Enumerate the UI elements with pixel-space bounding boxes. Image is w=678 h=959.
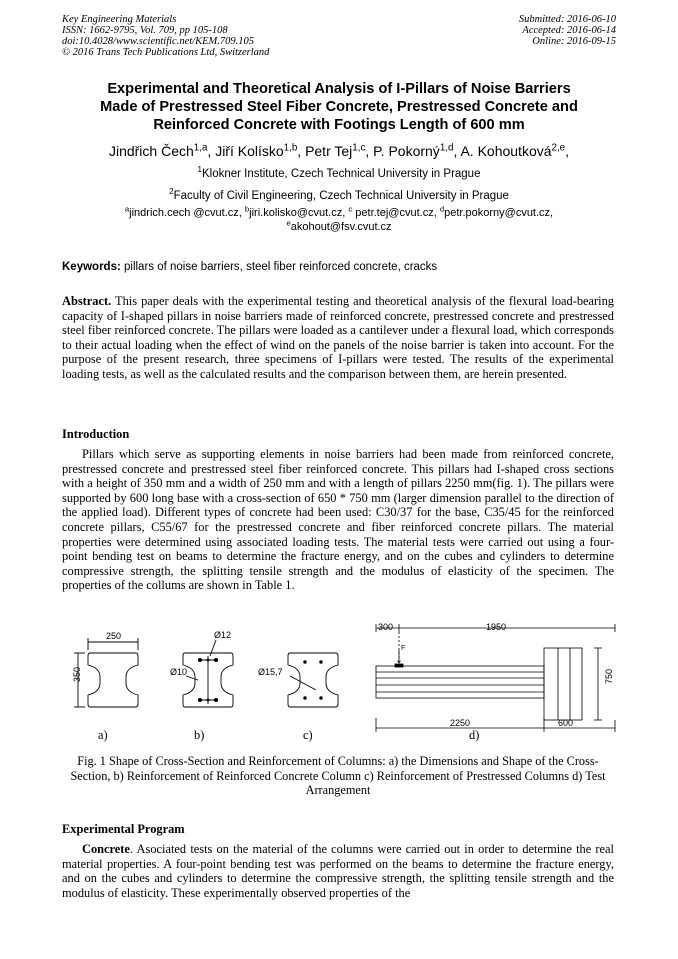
test-arrangement (376, 624, 615, 732)
cross-section-a (74, 638, 138, 707)
author: Jiří Kolísko$^{1,b}$ (215, 142, 298, 159)
dim-750: 750 (604, 668, 614, 684)
concrete-lead: Concrete (82, 842, 130, 856)
abstract-label: Abstract. (62, 294, 112, 308)
email[interactable]: $^b$jiri.kolisko@cvut.cz, (244, 204, 346, 219)
submitted-date: Submitted: 2016-06-10 (518, 14, 616, 25)
experimental-text (62, 842, 614, 900)
sublabel-b: b) (194, 728, 205, 742)
issn: ISSN: 1662-9795, Vol. 709, pp 105-108 (62, 25, 228, 36)
keywords (62, 261, 437, 273)
introduction-text: Pillars which serve as supporting elements in noise barriers had been made from reinforced concrete, prestressed concrete and prestressed steel fiber reinforced concrete. This pillars had I-shaped cross sections with a height of 350 mm and a width of 250 mm and with a length of pillars 2250 mm(fig. 1). The pillars were supported by 600 long base with a cross-section of 650 * 750 mm (larger dimension parallel to the direction of the applied load). Different types of concrete had been used: C30/37 for the base, C35/45 for the reinforced concrete pillars, C55/67 for the prestressed concrete and fiber reinforced concrete pillars. The material properties were determined using associated loading tests. The material tests were carried out using a four-point bending test on beams to determine the fracture energy, and on the cubes and cylinders to determine compressive strength, the splitting tensile strength and the modulus of elasticity of the specimen. The properties of the collums are shown in Table 1. (62, 447, 614, 593)
header-left (62, 14, 269, 58)
title-line: Reinforced Concrete with Footings Length of 600 mm (153, 117, 525, 133)
sublabel-c: c) (303, 728, 313, 742)
dim-250: 250 (106, 631, 122, 641)
email[interactable]: $^e$akohout@fsv.cvut.cz (286, 217, 392, 233)
keywords-text: pillars of noise barriers, steel fiber reinforced concrete, cracks (124, 261, 438, 273)
sublabel-d: d) (469, 728, 480, 742)
email[interactable]: $^d$petr.pokorny@cvut.cz, (439, 204, 554, 219)
dim-d12: Ø12 (214, 630, 232, 640)
dim-d10: Ø10 (170, 667, 188, 677)
title-line: Made of Prestressed Steel Fiber Concrete, Prestressed Concrete and (100, 99, 578, 115)
experimental-heading: Experimental Program (62, 822, 185, 836)
experimental-body: . Asociated tests on the material of the columns were carried out in order to determine the real material properties. A four-point bending test was performed on the beams to determine the fracture energy, and on the cubes and cylinders to determine the compressive strength, the splitting tensile strength and the modulus of elasticity. These experimentally observed properties of the (62, 842, 614, 900)
dim-350: 350 (72, 666, 82, 682)
dim-2250: 2250 (450, 718, 471, 728)
author: A. Kohoutková$^{2,e}$ (460, 142, 566, 159)
cross-section-c (288, 653, 338, 707)
abstract (62, 294, 614, 382)
copyright: © 2016 Trans Tech Publications Ltd, Switzerland (62, 47, 270, 58)
accepted-date: Accepted: 2016-06-14 (522, 25, 616, 36)
load-f: F (401, 645, 406, 652)
online-date: Online: 2016-09-15 (532, 36, 616, 47)
keywords-label: Keywords: (62, 261, 121, 273)
author: P. Pokorný$^{1,d}$ (373, 142, 454, 159)
abstract-text: This paper deals with the experimental testing and theoretical analysis of the flexural load-bearing capacity of I-shaped pillars in noise barriers made of reinforced concrete, prestressed concrete and prestressed steel fiber reinforced concrete. The pillars were loaded as a cantilever under a flexural load, which corresponds to their actual loading when the effect of wind on the panels of the noise barrier is taken into account. For the purpose of the present research, three specimens of I-pillars were tested. The results of the experimental loading tests, as well as the calculated results and the comparison between them, are herein presented. (62, 294, 614, 381)
affiliation-2: $^2$Faculty of Civil Engineering, Czech Technical University in Prague (169, 187, 509, 202)
email[interactable]: $^c$ petr.tej@cvut.cz, (348, 204, 437, 219)
affiliation-1: $^1$Klokner Institute, Czech Technical University in Prague (197, 165, 481, 180)
dim-600: 600 (558, 718, 574, 728)
sublabel-a: a) (98, 728, 108, 742)
author: Petr Tej$^{1,c}$ (305, 142, 366, 159)
doi: doi:10.4028/www.scientific.net/KEM.709.105 (62, 36, 254, 47)
dim-1950: 1950 (486, 622, 507, 632)
title-line: Experimental and Theoretical Analysis of I-Pillars of Noise Barriers (107, 81, 571, 97)
introduction-heading: Introduction (62, 427, 130, 441)
header-right (519, 14, 616, 47)
cross-section-b (183, 640, 233, 707)
dim-300: 300 (378, 622, 394, 632)
strands-c (303, 660, 322, 699)
email-list (40, 204, 638, 234)
dim-strand: Ø15,7 (258, 667, 283, 677)
journal-name: Key Engineering Materials (62, 14, 177, 25)
author-list: Jindřich Čech$^{1,a}$, Jiří Kolísko$^{1,b}$, Petr Tej$^{1,c}$, P. Pokorný$^{1,d}$, A. Kohoutková$^{2,e}$, (108, 142, 570, 159)
figure-1 (58, 620, 628, 745)
email[interactable]: $^a$jindrich.cech @cvut.cz, (124, 204, 242, 219)
figure-caption: Fig. 1 Shape of Cross-Section and Reinforcement of Columns: a) the Dimensions and Shape of the Cross-Section, b) Reinforcement of Reinforced Concrete Column c) Reinforcement of Prestressed Columns d) Test Arrangement (70, 754, 606, 798)
paper-title (50, 80, 628, 134)
author: Jindřich Čech$^{1,a}$ (108, 142, 208, 159)
